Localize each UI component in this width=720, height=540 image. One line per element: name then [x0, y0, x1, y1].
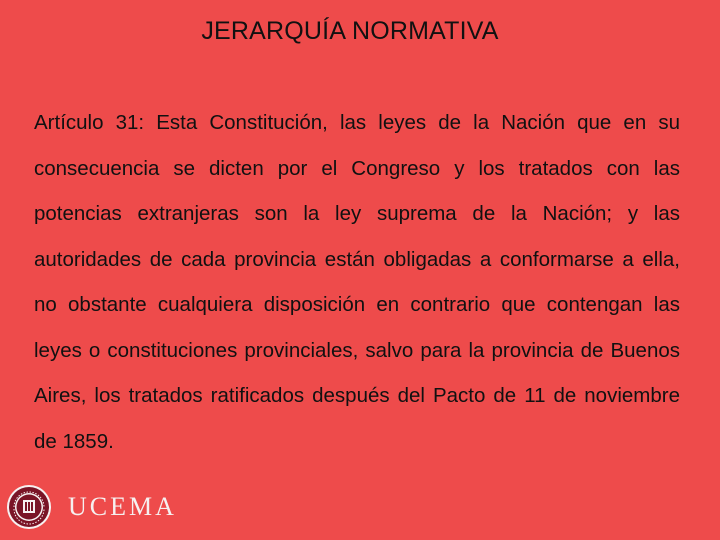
slide-body-text: Artículo 31: Esta Constitución, las leyes de la Nación que en su consecuencia se dicten por el Congreso y los tratados con las potencias extranjeras son la ley suprema de la Nación; y las autoridades de cada provincia están obligadas a conformarse a ella, no obstante cualquiera disposición en contrario que contengan las leyes o constituciones provinciales, salvo para la provincia de Buenos Aires, los tratados ratificados después del Pacto de 11 de noviembre de 1859.: [34, 111, 680, 453]
university-seal-icon: [6, 484, 52, 530]
brand-name: UCEMA: [68, 492, 177, 521]
footer-logo: [6, 484, 177, 530]
slide-title: JERARQUÍA NORMATIVA: [201, 17, 499, 45]
